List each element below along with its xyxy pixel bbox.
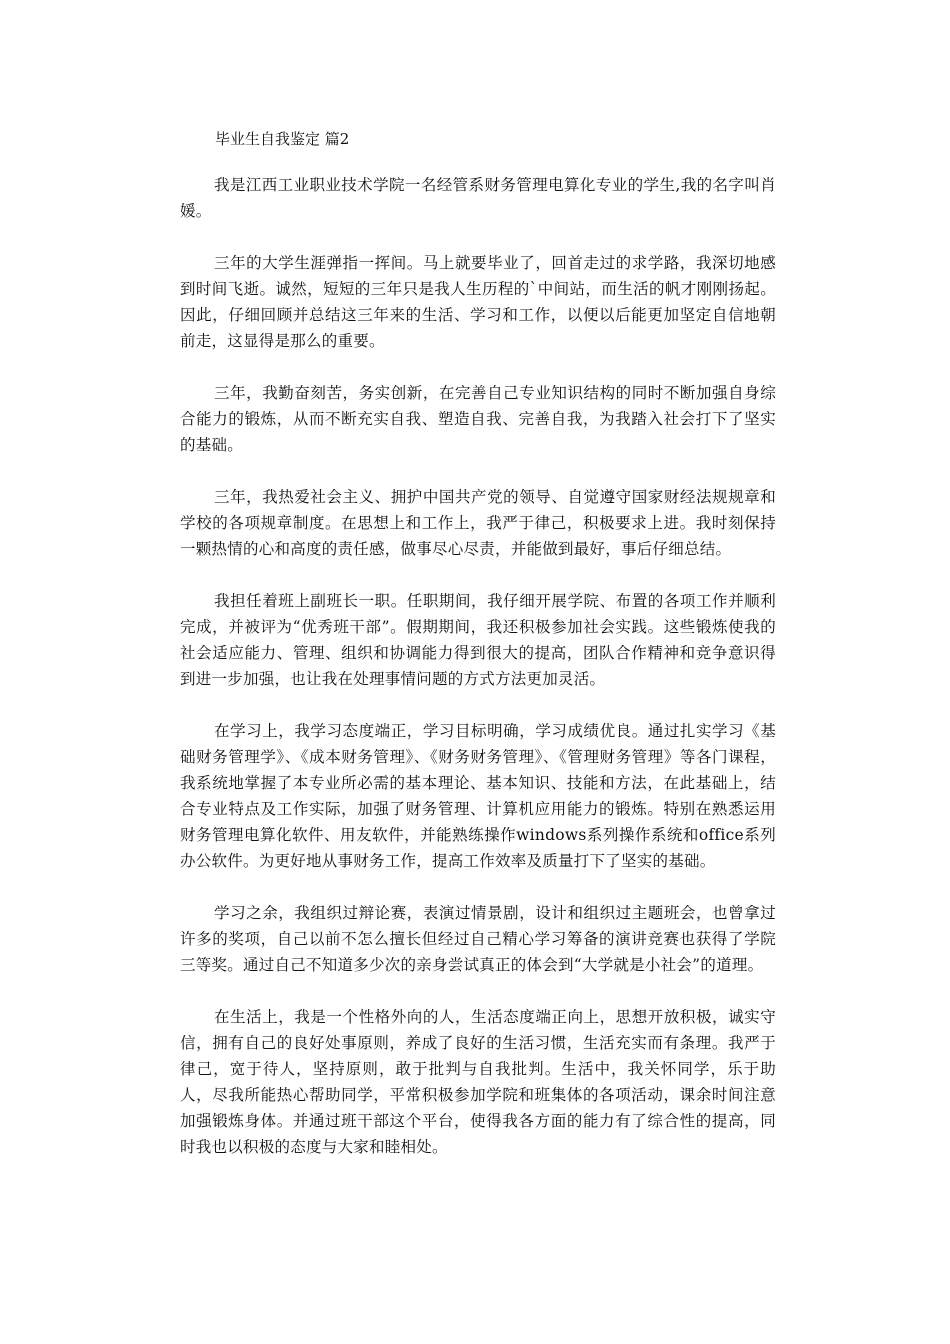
paragraph-diligence: 三年，我勤奋刻苦，务实创新，在完善自己专业知识结构的同时不断加强自身综合能力的锻炼，从而不断充实自我、塑造自我、完善自我，为我踏入社会打下了坚实的基础。 <box>180 384 776 454</box>
paragraph-study: 在学习上，我学习态度端正，学习目标明确，学习成绩优良。通过扎实学习《基础财务管理学》、《成本财务管理》、《财务财务管理》、《管理财务管理》等各门课程，我系统地掌握了本专业所必需的基本理论、基本知识、技能和方法，在此基础上，结合专业特点及工作实际，加强了财务管理、计算机应用能力的锻炼。特别在熟悉运用财务管理电算化软件、用友软件，并能熟练操作windows系列操作系统和office系列办公软件。为更好地从事财务工作，提高工作效率及质量打下了坚实的基础。 <box>180 722 776 870</box>
document-page <box>180 126 776 1186</box>
paragraph-intro: 我是江西工业职业技术学院一名经管系财务管理电算化专业的学生,我的名字叫肖媛。 <box>180 176 776 220</box>
paragraph-reflection: 三年的大学生涯弹指一挥间。马上就要毕业了，回首走过的求学路，我深切地感到时间飞逝。诚然，短短的三年只是我人生历程的`中间站，而生活的帆才刚刚扬起。因此，仔细回顾并总结这三年来的生活、学习和工作，以便以后能更加坚定自信地朝前走，这显得是那么的重要。 <box>180 254 776 350</box>
paragraph-class-leader: 我担任着班上副班长一职。任职期间，我仔细开展学院、布置的各项工作并顺利完成，并被评为“优秀班干部”。假期期间，我还积极参加社会实践。这些锻炼使我的社会适应能力、管理、组织和协调能力得到很大的提高，团队合作精神和竞争意识得到进一步加强，也让我在处理事情问题的方式方法更加灵活。 <box>180 592 776 688</box>
paragraph-life: 在生活上，我是一个性格外向的人，生活态度端正向上，思想开放积极，诚实守信，拥有自己的良好处事原则，养成了良好的生活习惯，生活充实而有条理。我严于律己，宽于待人，坚持原则，敢于批判与自我批判。生活中，我关怀同学，乐于助人，尽我所能热心帮助同学，平常积极参加学院和班集体的各项活动，课余时间注意加强锻炼身体。并通过班干部这个平台，使得我各方面的能力有了综合性的提高，同时我也以积极的态度与大家和睦相处。 <box>180 1008 776 1156</box>
paragraph-activities: 学习之余，我组织过辩论赛，表演过情景剧，设计和组织过主题班会，也曾拿过许多的奖项，自己以前不怎么擅长但经过自己精心学习筹备的演讲竞赛也获得了学院三等奖。通过自己不知道多少次的亲身尝试真正的体会到“大学就是小社会”的道理。 <box>180 904 776 974</box>
paragraph-ideology: 三年，我热爱社会主义、拥护中国共产党的领导、自觉遵守国家财经法规规章和学校的各项规章制度。在思想上和工作上，我严于律己，积极要求上进。我时刻保持一颗热情的心和高度的责任感，做事尽心尽责，并能做到最好，事后仔细总结。 <box>180 488 776 558</box>
document-title: 毕业生自我鉴定 篇2 <box>215 130 350 148</box>
